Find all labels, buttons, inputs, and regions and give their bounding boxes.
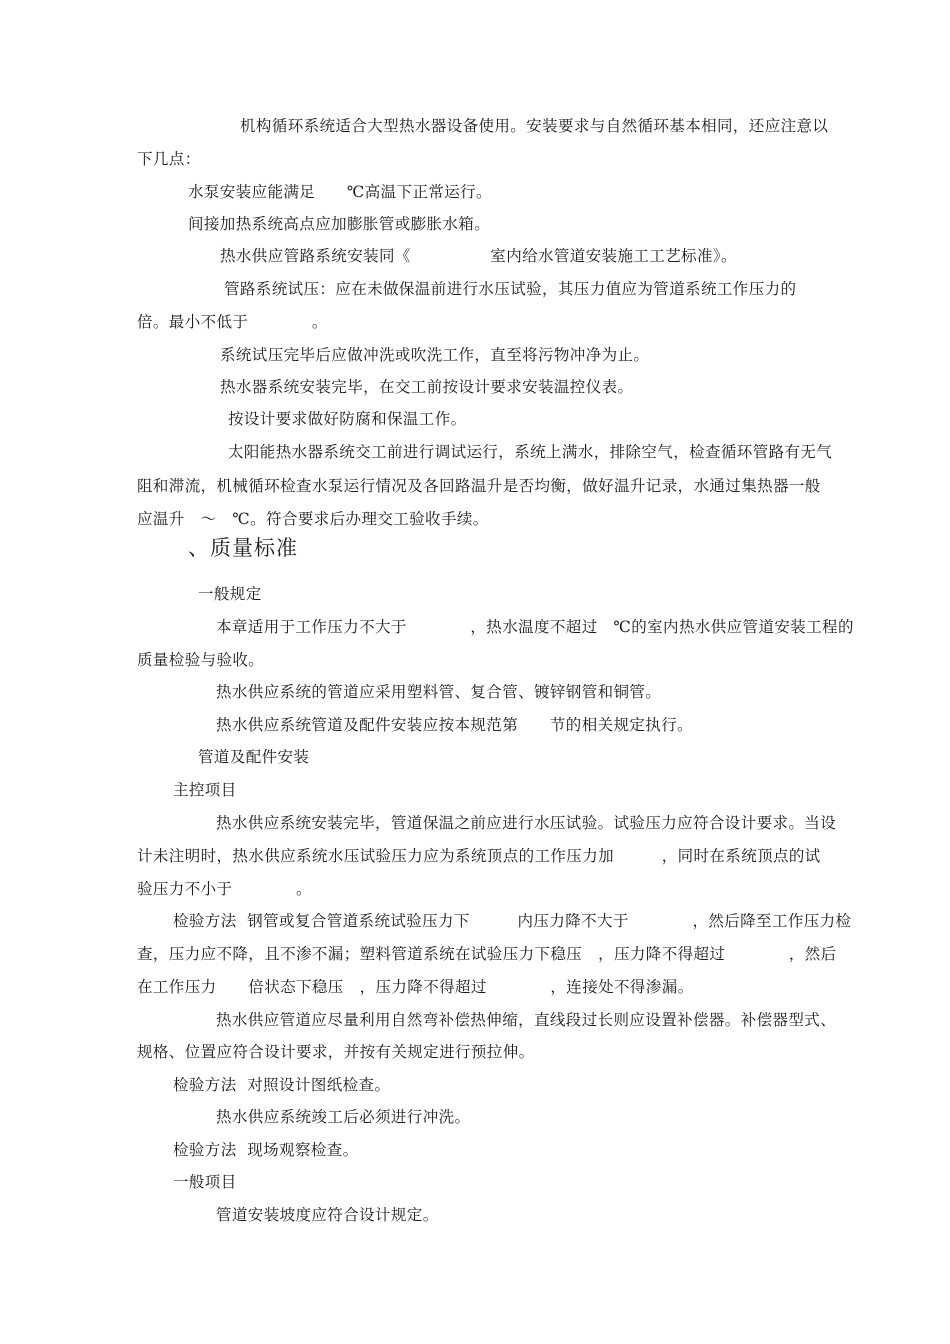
paragraph-line: 阻和滞流，机械循环检查水泵运行情况及各回路温升是否均衡，做好温升记录，水通过集热器一般 [137,477,821,495]
paragraph-line: 在工作压力 倍状态下稳压 ，压力降不得超过 ，连接处不得渗漏。 [137,978,694,996]
paragraph-line: 热水供应系统竣工后必须进行冲洗。 [216,1108,471,1126]
paragraph-line: 质量检验与验收。 [137,651,265,669]
paragraph-line: 验压力不小于 。 [137,880,312,898]
paragraph-line: 机构循环系统适合大型热水器设备使用。安装要求与自然循环基本相同，还应注意以 [240,117,829,135]
item-heading: 主控项目 [173,781,237,799]
paragraph-line: 热水供应系统的管道应采用塑料管、复合管、镀锌钢管和铜管。 [216,683,662,701]
subsection-heading: 一般规定 [198,585,262,603]
paragraph-line: 热水供应管路系统安装同《 室内给水管道安装施工工艺标准》。 [220,247,737,265]
paragraph-line: 热水供应系统安装完毕，管道保温之前应进行水压试验。试验压力应符合设计要求。当设 [216,814,837,832]
subsection-heading: 管道及配件安装 [198,748,310,766]
paragraph-line: 倍。最小不低于 。 [137,313,328,331]
paragraph-line: 间接加热系统高点应加膨胀管或膨胀水箱。 [188,215,491,233]
paragraph-line: 检验方法 钢管或复合管道系统试验压力下 内压力降不大于 ，然后降至工作压力检 [173,912,852,930]
paragraph-line: 计未注明时，热水供应系统水压试验压力应为系统顶点的工作压力加 ，同时在系统顶点的试 [137,847,821,865]
paragraph-line: 管道安装坡度应符合设计规定。 [216,1206,439,1224]
paragraph-line: 检验方法 现场观察检查。 [173,1141,359,1159]
paragraph-line: 系统试压完毕后应做冲洗或吹洗工作，直至将污物冲净为止。 [220,346,650,364]
item-heading: 一般项目 [173,1173,237,1191]
paragraph-line: 应温升 ～ ℃。符合要求后办理交工验收手续。 [137,510,489,528]
paragraph-line: 热水供应系统管道及配件安装应按本规范第 节的相关规定执行。 [216,716,694,734]
paragraph-line: 本章适用于工作压力不大于 ，热水温度不超过 ℃的室内热水供应管道安装工程的 [216,618,854,636]
paragraph-line: 检验方法 对照设计图纸检查。 [173,1076,391,1094]
paragraph-line: 按设计要求做好防腐和保温工作。 [228,410,467,428]
paragraph-line: 热水供应管道应尽量利用自然弯补偿热伸缩，直线段过长则应设置补偿器。补偿器型式、 [216,1011,837,1029]
section-heading: 、质量标准 [188,536,298,560]
paragraph-line: 水泵安装应能满足 ℃高温下正常运行。 [188,183,492,201]
paragraph-line: 管路系统试压：应在未做保温前进行水压试验，其压力值应为管道系统工作压力的 [224,280,797,298]
paragraph-line: 太阳能热水器系统交工前进行调试运行，系统上满水，排除空气，检查循环管路有无气 [228,443,833,461]
paragraph-line: 热水器系统安装完毕，在交工前按设计要求安装温控仪表。 [220,378,634,396]
paragraph-line: 查，压力应不降，且不渗不漏；塑料管道系统在试验压力下稳压 ，压力降不得超过 ，然后 [137,945,837,963]
paragraph-line: 下几点： [137,150,201,168]
paragraph-line: 规格、位置应符合设计要求，并按有关规定进行预拉伸。 [137,1043,535,1061]
